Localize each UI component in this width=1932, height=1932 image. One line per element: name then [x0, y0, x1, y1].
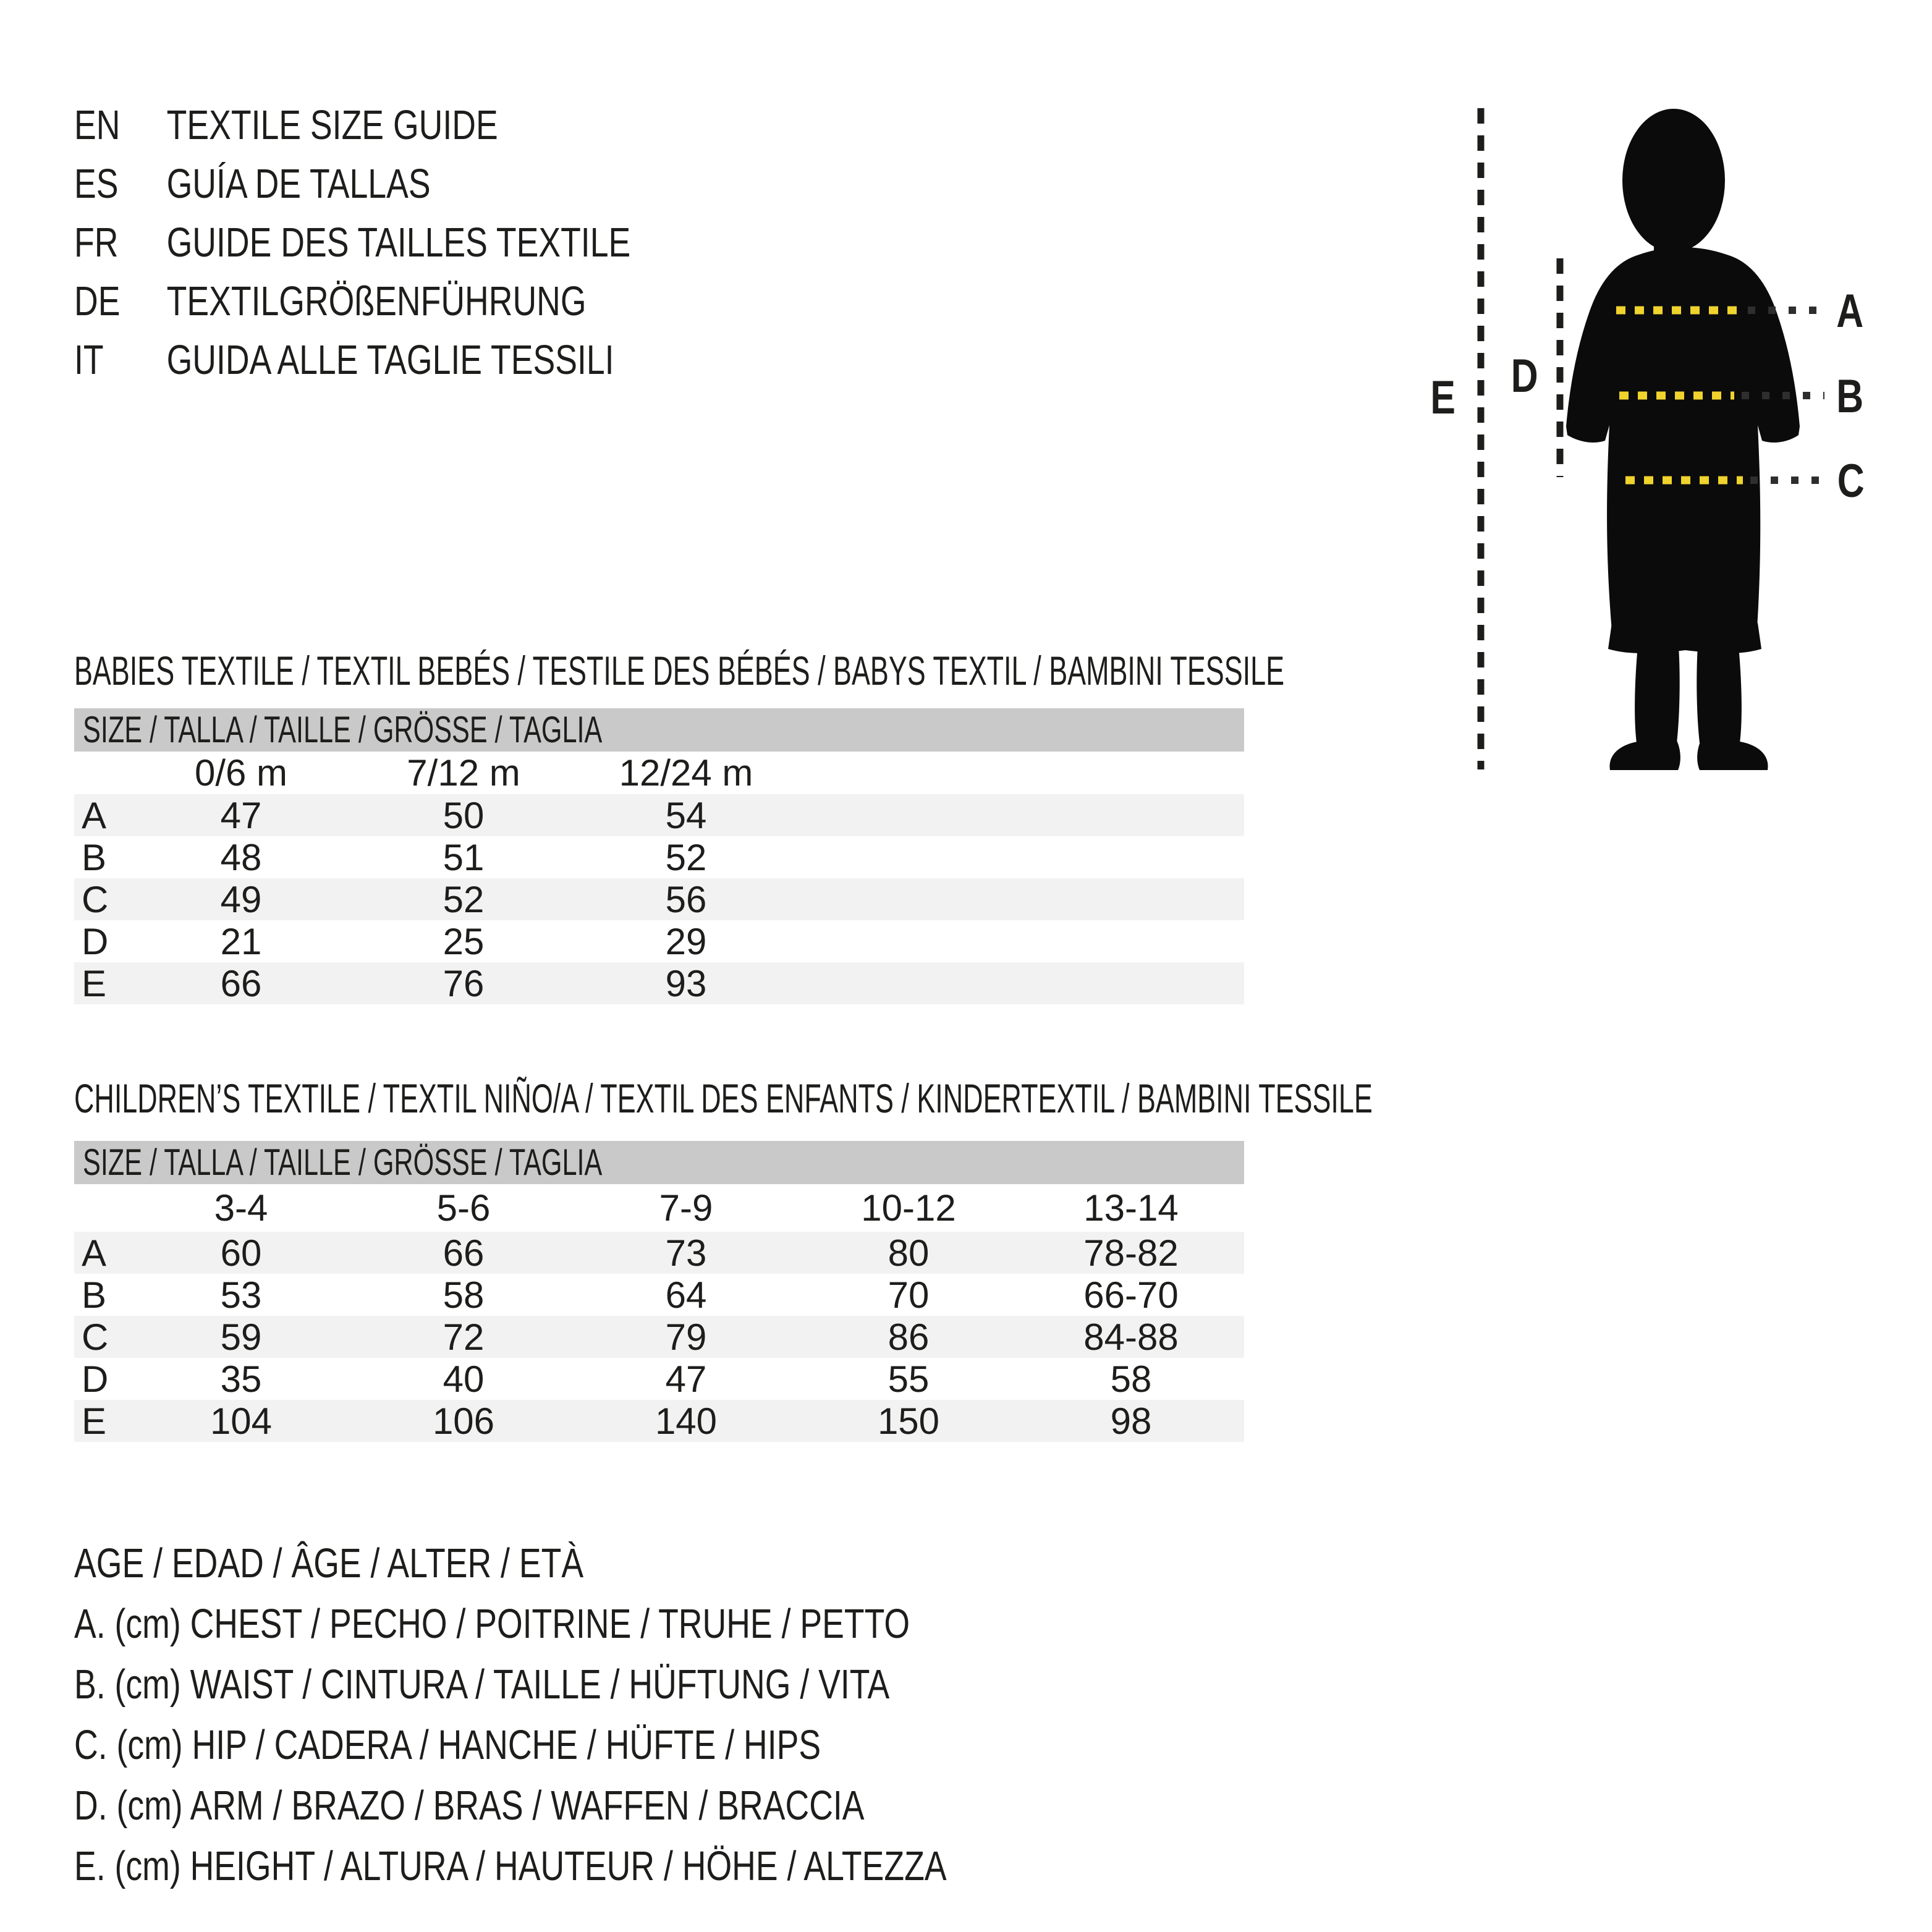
size-figure	[1421, 93, 1932, 785]
row-label: E	[82, 963, 107, 1004]
children-size-table	[74, 1141, 1244, 1442]
figure-label-e: E	[1430, 371, 1455, 424]
figure-label-c: C	[1837, 454, 1865, 507]
figure-label-b: B	[1836, 370, 1864, 423]
row-label: A	[82, 795, 107, 836]
cell: 104	[210, 1400, 273, 1442]
cell: 58	[1110, 1358, 1152, 1400]
language-row-de	[74, 272, 769, 331]
column-header: 3-4	[214, 1187, 268, 1229]
cell: 48	[220, 837, 262, 878]
cell: 66	[443, 1232, 485, 1274]
cell: 52	[665, 837, 707, 878]
table-row-a	[74, 794, 1244, 836]
figure-label-d: D	[1510, 349, 1538, 402]
column-header: 0/6 m	[194, 752, 288, 794]
cell: 49	[220, 879, 262, 920]
cell: 66	[220, 963, 262, 1004]
column-header: 12/24 m	[619, 752, 753, 794]
cell: 80	[888, 1232, 930, 1274]
cell: 47	[220, 795, 262, 836]
row-label: A	[82, 1232, 107, 1274]
figure-label-a: A	[1836, 284, 1864, 337]
row-label: B	[82, 837, 107, 878]
cell: 78-82	[1083, 1232, 1179, 1274]
table-row-a	[74, 1232, 1244, 1274]
cell: 64	[665, 1274, 707, 1316]
row-label: C	[82, 1316, 109, 1358]
cell: 140	[655, 1400, 718, 1442]
row-label: D	[82, 921, 109, 962]
cell: 66-70	[1083, 1274, 1179, 1316]
language-title: GUIDA ALLE TAGLIE TESSILI	[166, 337, 614, 383]
legend-age: AGE / EDAD / ÂGE / ALTER / ETÀ	[74, 1540, 584, 1587]
cell: 40	[443, 1358, 485, 1400]
cell: 73	[665, 1232, 707, 1274]
cell: 84-88	[1083, 1316, 1179, 1358]
children-section-heading: CHILDREN’S TEXTILE / TEXTIL NIÑO/A / TEXTIL DES ENFANTS / KINDERTEXTIL / BAMBINI TESSILE	[74, 1075, 1373, 1121]
language-code: DE	[74, 278, 121, 324]
table-row-d	[74, 920, 1244, 962]
cell: 59	[220, 1316, 262, 1358]
row-label: D	[82, 1358, 109, 1400]
cell: 25	[443, 921, 485, 962]
language-title-list	[74, 96, 769, 389]
column-header: 10-12	[861, 1187, 956, 1229]
table-header-band: SIZE / TALLA / TAILLE / GRÖSSE / TAGLIA	[74, 708, 1244, 752]
cell: 106	[432, 1400, 495, 1442]
cell: 56	[665, 879, 707, 920]
cell: 52	[443, 879, 485, 920]
legend-chest: A. (cm) CHEST / PECHO / POITRINE / TRUHE / PETTO	[74, 1601, 910, 1647]
cell: 55	[888, 1358, 930, 1400]
cell: 53	[220, 1274, 262, 1316]
language-title: TEXTILE SIZE GUIDE	[166, 102, 498, 148]
language-row-en	[74, 96, 769, 155]
language-title: GUÍA DE TALLAS	[166, 161, 431, 207]
language-code: FR	[74, 219, 119, 266]
cell: 50	[443, 795, 485, 836]
babies-size-table	[74, 708, 1244, 1004]
babies-section-heading: BABIES TEXTILE / TEXTIL BEBÉS / TESTILE DES BÉBÉS / BABYS TEXTIL / BAMBINI TESSILE	[74, 648, 1285, 693]
column-header-row	[74, 1184, 1244, 1232]
column-header: 5-6	[436, 1187, 491, 1229]
language-title: TEXTILGRÖßENFÜHRUNG	[166, 278, 587, 324]
language-title: GUIDE DES TAILLES TEXTILE	[166, 219, 631, 266]
cell: 76	[443, 963, 485, 1004]
cell: 35	[220, 1358, 262, 1400]
legend-waist: B. (cm) WAIST / CINTURA / TAILLE / HÜFTUNG / VITA	[74, 1661, 890, 1708]
legend-arm: D. (cm) ARM / BRAZO / BRAS / WAFFEN / BRACCIA	[74, 1782, 865, 1829]
cell: 93	[665, 963, 707, 1004]
measurement-legend	[74, 1533, 1165, 1897]
cell: 150	[877, 1400, 940, 1442]
table-row-b	[74, 836, 1244, 878]
language-code: IT	[74, 337, 104, 383]
cell: 70	[888, 1274, 930, 1316]
cell: 79	[665, 1316, 707, 1358]
column-header-row	[74, 752, 1244, 794]
cell: 58	[443, 1274, 485, 1316]
cell: 86	[888, 1316, 930, 1358]
table-row-b	[74, 1274, 1244, 1316]
table-row-e	[74, 1400, 1244, 1442]
column-header: 7/12 m	[407, 752, 520, 794]
column-header: 13-14	[1083, 1187, 1179, 1229]
cell: 29	[665, 921, 707, 962]
cell: 51	[443, 837, 485, 878]
table-row-d	[74, 1358, 1244, 1400]
language-row-it	[74, 331, 769, 389]
language-code: ES	[74, 161, 119, 207]
cell: 72	[443, 1316, 485, 1358]
legend-height: E. (cm) HEIGHT / ALTURA / HAUTEUR / HÖHE / ALTEZZA	[74, 1843, 947, 1889]
cell: 60	[220, 1232, 262, 1274]
language-code: EN	[74, 102, 121, 148]
row-label: B	[82, 1274, 107, 1316]
cell: 21	[220, 921, 262, 962]
legend-hip: C. (cm) HIP / CADERA / HANCHE / HÜFTE / HIPS	[74, 1722, 821, 1768]
cell: 54	[665, 795, 707, 836]
row-label: E	[82, 1400, 107, 1442]
cell: 47	[665, 1358, 707, 1400]
column-header: 7-9	[659, 1187, 713, 1229]
child-silhouette	[1566, 109, 1800, 770]
table-row-c	[74, 1316, 1244, 1358]
table-header-band: SIZE / TALLA / TAILLE / GRÖSSE / TAGLIA	[74, 1141, 1244, 1184]
row-label: C	[82, 879, 109, 920]
table-row-c	[74, 878, 1244, 920]
table-row-e	[74, 962, 1244, 1004]
language-row-es	[74, 155, 769, 213]
language-row-fr	[74, 213, 769, 272]
cell: 98	[1110, 1400, 1152, 1442]
